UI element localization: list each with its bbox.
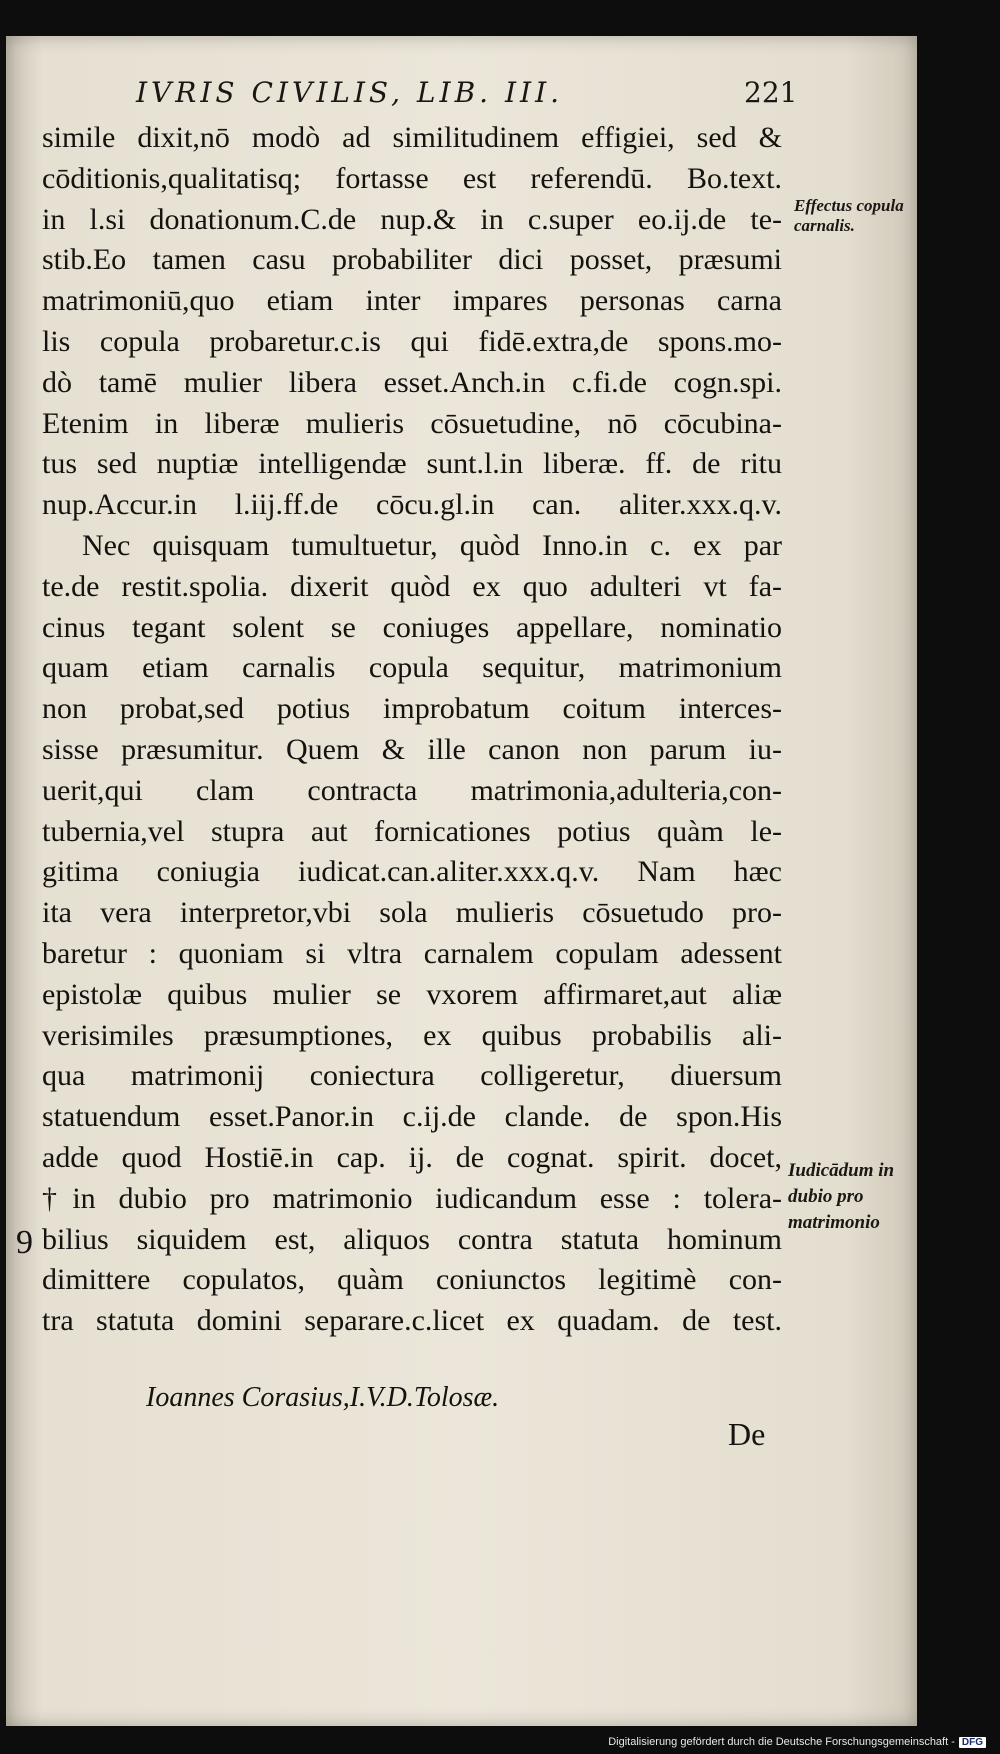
text-line: lis copula probaretur.c.is qui fidē.extra,de spons.mo- [42, 324, 782, 358]
text-line: uerit,qui clam contracta matrimonia,adulteria,con- [42, 773, 782, 807]
text-line: tra statuta domini separare.c.licet ex quadam. de test. [42, 1304, 782, 1338]
marginal-note: Iudicādum in dubio pro matrimonio [788, 1160, 895, 1233]
text-line: statuendum esset.Panor.in c.ij.de clande. de spon.His [42, 1100, 782, 1134]
text-line: in l.si donationum.C.de nup.& in c.super eo.ij.de te- [42, 202, 782, 236]
text-line: nup.Accur.in l.iij.ff.de cōcu.gl.in can. aliter.xxx.q.v. [42, 488, 782, 522]
text-line: adde quod Hostiē.in cap. ij. de cognat. spirit. docet, [42, 1140, 782, 1174]
text-line: †in dubio pro matrimonio iudicandum esse : tolera- [42, 1181, 782, 1215]
marginal-note: Effectus copula carnalis. [794, 196, 904, 235]
text-line: cinus tegant solent se coniuges appellare, nominatio [42, 610, 782, 644]
text-line: tus sed nuptiæ intelligendæ sunt.l.in liberæ. ff. de ritu [42, 447, 782, 481]
text-line: Nec quisquam tumultuetur, quòd Inno.in c. ex par [82, 528, 782, 562]
text-line: dò tamē mulier libera esset.Anch.in c.fi.de cogn.spi. [42, 365, 782, 399]
text-line: epistolæ quibus mulier se vxorem affirmaret,aut aliæ [42, 977, 782, 1011]
dfg-logo: DFG [959, 1737, 986, 1748]
text-line: Etenim in liberæ mulieris cōsuetudine, nō cōcubina- [42, 406, 782, 440]
text-line: matrimoniū,quo etiam inter impares personas carna [42, 284, 782, 318]
text-line: quam etiam carnalis copula sequitur, matrimonium [42, 651, 782, 685]
text-line: sisse præsumitur. Quem & ille canon non parum iu- [42, 732, 782, 766]
text-line: non probat,sed potius improbatum coitum interces- [42, 692, 782, 726]
text-line: cōditionis,qualitatisq; fortasse est referendū. Bo.text. [42, 161, 782, 195]
text-line: stib.Eo tamen casu probabiliter dici posset, præsumi [42, 243, 782, 277]
running-head: IVRIS CIVILIS, LIB. III. [136, 76, 564, 109]
text-line: dimittere copulatos, quàm coniunctos legitimè con- [42, 1263, 782, 1297]
book-page [6, 36, 917, 1726]
author-signature: Ioannes Corasius,I.V.D.Tolosæ. [146, 1382, 500, 1413]
text-line: tubernia,vel stupra aut fornicationes potius quàm le- [42, 814, 782, 848]
body-text [42, 118, 782, 1342]
text-line: bilius siquidem est, aliquos contra statuta hominum [42, 1222, 782, 1256]
text-line: qua matrimonij coniectura colligeretur, diuersum [42, 1059, 782, 1093]
text-line: te.de restit.spolia. dixerit quòd ex quo adulteri vt fa- [42, 569, 782, 603]
text-line: ita vera interpretor,vbi sola mulieris cōsuetudo pro- [42, 896, 782, 930]
text-line: verisimiles præsumptiones, ex quibus probabilis ali- [42, 1018, 782, 1052]
text-line: gitima coniugia iudicat.can.aliter.xxx.q.v. Nam hæc [42, 855, 782, 889]
page-number: 221 [744, 76, 798, 109]
text-line: simile dixit,nō modò ad similitudinem effigiei, sed & [42, 121, 782, 154]
margin-number: 9 [16, 1224, 33, 1261]
digitization-credit [608, 1736, 986, 1748]
text-line: baretur : quoniam si vltra carnalem copulam adessent [42, 936, 782, 970]
credit-text: Digitalisierung gefördert durch die Deutsche Forschungsgemeinschaft - [608, 1736, 955, 1748]
catchword: De [728, 1416, 766, 1452]
